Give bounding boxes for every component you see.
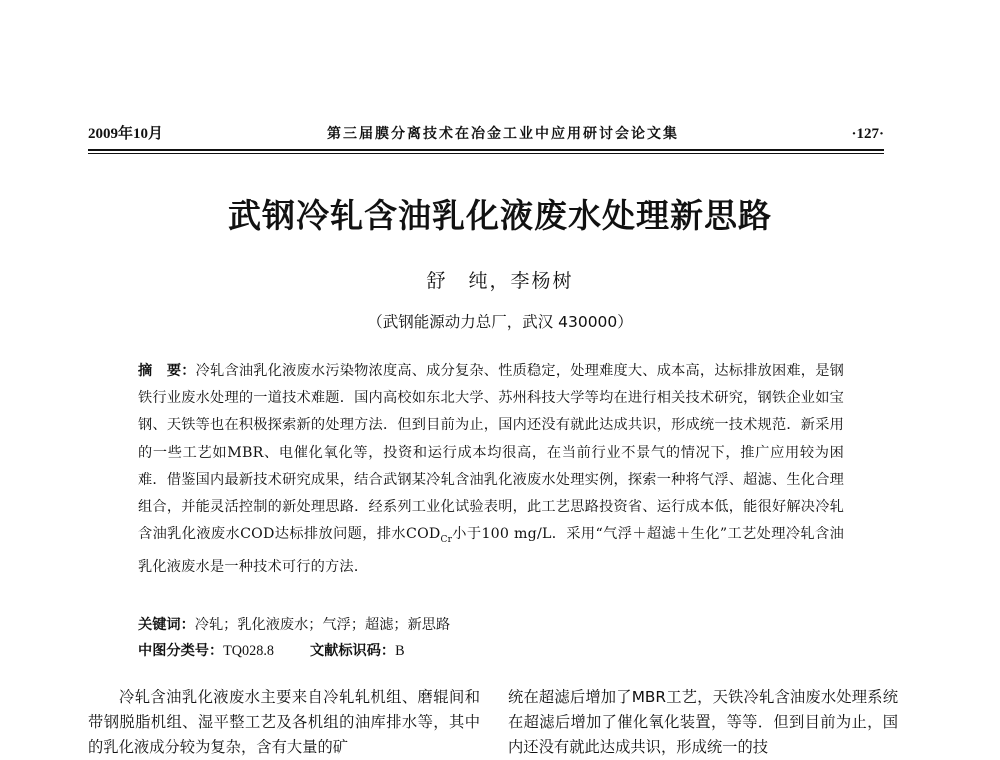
- abstract: [138, 358, 844, 581]
- header-series-title: 第三届膜分离技术在冶金工业中应用研讨会论文集: [327, 126, 679, 142]
- doc-code-label: 文献标识码：: [309, 643, 396, 659]
- paper-title: 武钢冷轧含油乳化液废水处理新思路: [228, 196, 772, 235]
- keywords: [138, 612, 844, 638]
- abstract-text-continued: 小于100 mg/L．采用“气浮＋超滤＋生化”工艺处理冷轧含油乳化液废水是一种技术可行的方法．: [138, 526, 844, 576]
- keywords-text: 冷轧；乳化液废水；气浮；超滤；新思路: [194, 617, 451, 633]
- paper-authors: 舒 纯，李杨树: [426, 270, 574, 292]
- clc-label: 中图分类号：: [138, 643, 224, 659]
- header-date: 2009年10月: [88, 126, 164, 142]
- body-column-right: 统在超滤后增加了MBR工艺，天铁冷轧含油废水处理系统在超滤后增加了催化氧化装置，等等．但到目前为止，国内还没有就此达成共识，形成统一的技: [508, 688, 898, 756]
- header-rule-thick: [88, 149, 884, 151]
- header-rule-thin: [88, 153, 884, 154]
- paper-affiliation: （武钢能源动力总厂，武汉 430000）: [367, 313, 633, 331]
- keywords-label: 关键词：: [138, 617, 195, 633]
- abstract-cod-subscript: Cr: [440, 535, 453, 546]
- running-header: [88, 123, 884, 145]
- abstract-label: 摘 要：: [138, 363, 196, 379]
- clc-value: TQ028.8: [223, 643, 274, 659]
- body-column-left: 冷轧含油乳化液废水主要来自冷轧轧机组、磨辊间和带钢脱脂机组、湿平整工艺及各机组的油库排水等，其中的乳化液成分较为复杂，含有大量的矿: [88, 688, 480, 756]
- header-page-number: ·127·: [851, 126, 884, 142]
- abstract-text: 冷轧含油乳化液废水污染物浓度高、成分复杂、性质稳定，处理难度大、成本高，达标排放困难，是钢铁行业废水处理的一道技术难题．国内高校如东北大学、苏州科技大学等均在进行相关技术研究，钢铁企业如宝钢、天铁等也在积极探索新的处理方法．但到目前为止，国内还没有就此达成共识，形成统一技术规范．新采用的一些工艺如MBR、电催化氧化等，投资和运行成本均很高，在当前行业不景气的情况下，推广应用较为困难．借鉴国内最新技术研究成果，结合武钢某冷轧含油乳化液废水处理实例，探索一种将气浮、超滤、生化合理组合，并能灵活控制的新处理思路．经系列工业化试验表明，此工艺思路投资省、运行成本低，能很好解决冷轧含油乳化液废水COD达标排放问题，排水COD: [138, 363, 844, 543]
- classification-line: [138, 638, 844, 664]
- doc-code-value: B: [395, 643, 405, 659]
